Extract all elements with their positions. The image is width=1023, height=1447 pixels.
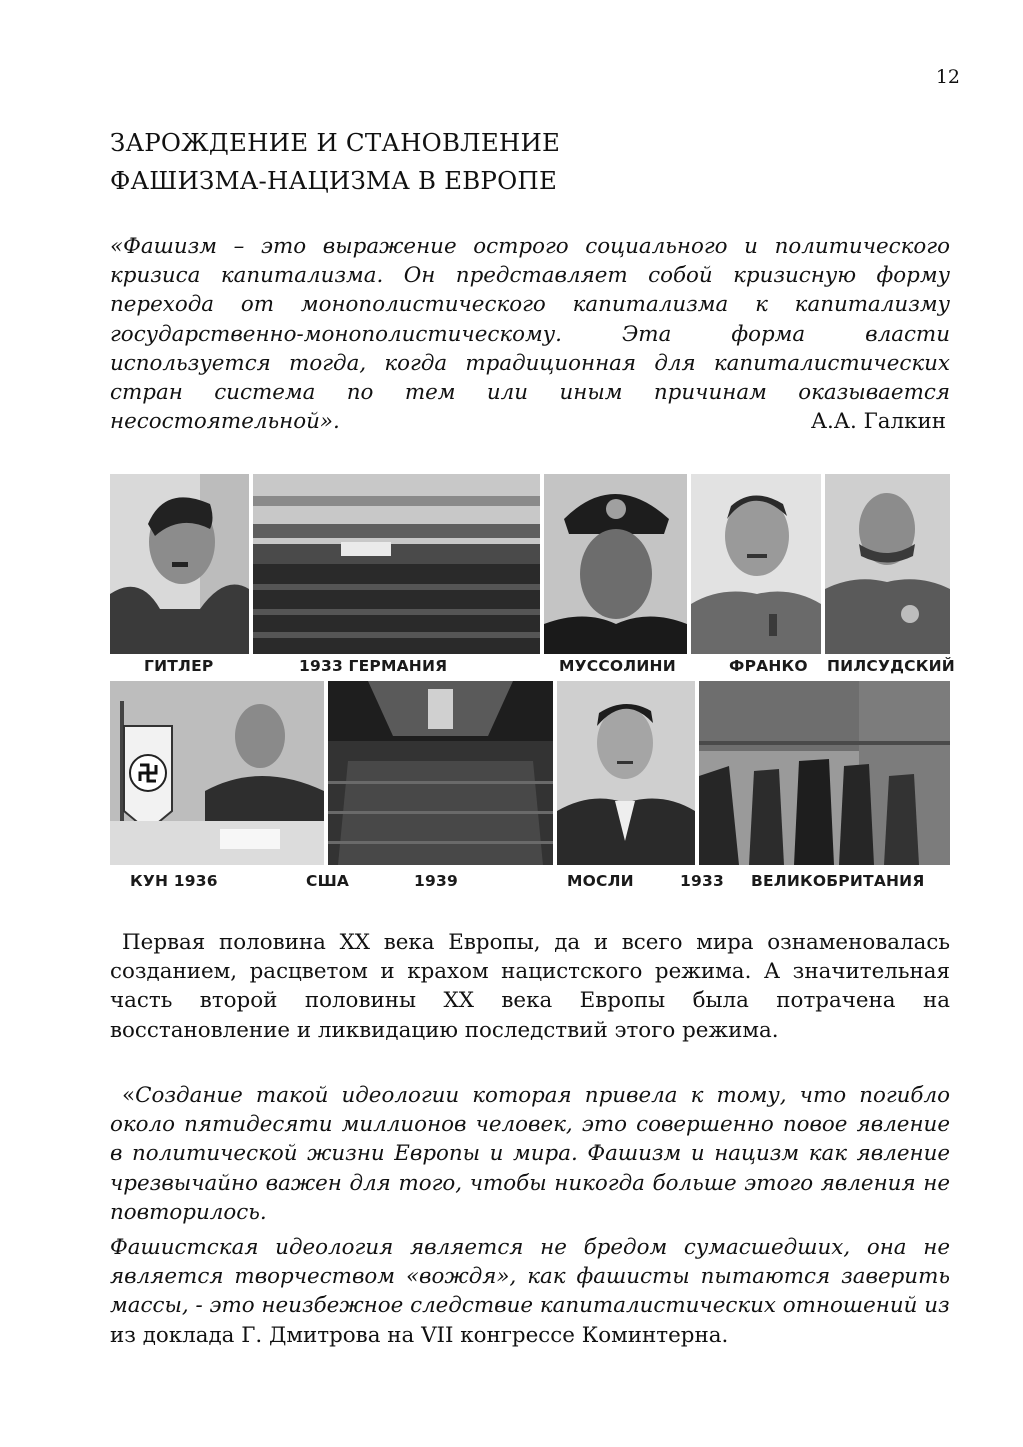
caption-gitler: ГИТЛЕР	[144, 657, 214, 675]
photo-hitler-portrait	[110, 474, 249, 654]
epigraph-quote	[110, 232, 950, 436]
photo-mosley-portrait	[557, 681, 695, 865]
photo-germany-1933-rally	[253, 474, 540, 654]
title-line-1: ЗАРОЖДЕНИЕ И СТАНОВЛЕНИЕ	[110, 128, 561, 157]
caption-franco: ФРАНКО	[729, 657, 808, 675]
caption-1933: 1933	[680, 872, 724, 890]
epigraph-author: А.А. Галкин	[810, 409, 946, 435]
photo-franco-portrait	[691, 474, 821, 654]
photo-usa-1939-rally	[328, 681, 553, 865]
quote-open-mark: «	[122, 1083, 136, 1108]
caption-germany: 1933 ГЕРМАНИЯ	[299, 657, 448, 675]
caption-1939: 1939	[414, 872, 458, 890]
caption-mosley: МОСЛИ	[567, 872, 634, 890]
page-number: 12	[935, 66, 960, 88]
quote-part-1-text: Создание такой идеологии которая привела к тому, что погибло около пятидесяти миллионов человек, это совершенно повое явление в политической жизни Европы и мира. Фашизм и нацизм как явление чрезвычайно важен для того, чтобы никогда больше этого явления не повторилось.	[110, 1083, 950, 1225]
photo-britain-1933-march	[699, 681, 950, 865]
quote-part-1	[110, 1081, 950, 1227]
photo-pilsudski-portrait	[825, 474, 950, 654]
caption-kun-1936: КУН 1936	[130, 872, 218, 890]
caption-pilsudski: ПИЛСУДСКИЙ	[827, 657, 955, 675]
caption-britain: ВЕЛИКОБРИТАНИЯ	[751, 872, 925, 890]
caption-usa: США	[306, 872, 350, 890]
title-line-2: ФАШИЗМА-НАЦИЗМА В ЕВРОПЕ	[110, 166, 558, 195]
photo-kuhn-1936	[110, 681, 324, 865]
photo-collage	[110, 470, 955, 896]
body-paragraph-1: Первая половина XX века Европы, да и всего мира ознаменовалась созданием, расцветом и крахом нацистского режима. А значительная часть второй половины XX века Европы была потрачена на восстановление и ликвидацию последствий этого режима.	[110, 930, 950, 1043]
photo-mussolini-portrait	[544, 474, 687, 654]
dimitrov-quote	[110, 1081, 950, 1350]
caption-mussolini: МУССОЛИНИ	[559, 657, 676, 675]
quote-part-2: Фашистская идеология является не бредом сумасшедших, она не является творчеством «вождя», как фашисты пытаются заверить массы, - это неизбежное следствие капиталистических отношений из	[110, 1235, 950, 1319]
epigraph-text: «Фашизм – это выражение острого социального и политического кризиса капитализма. Он представляет собой кризисную форму перехода от монополистического капитализма к капитализму государственно-монополистическому. Эта форма власти используется тогда, когда традиционная для капиталистических стран система по тем или иным причинам оказывается несостоятельной».	[110, 234, 950, 435]
page-title	[110, 124, 950, 200]
quote-source: из доклада Г. Дмитрова на VII конгрессе Коминтерна.	[110, 1322, 729, 1348]
